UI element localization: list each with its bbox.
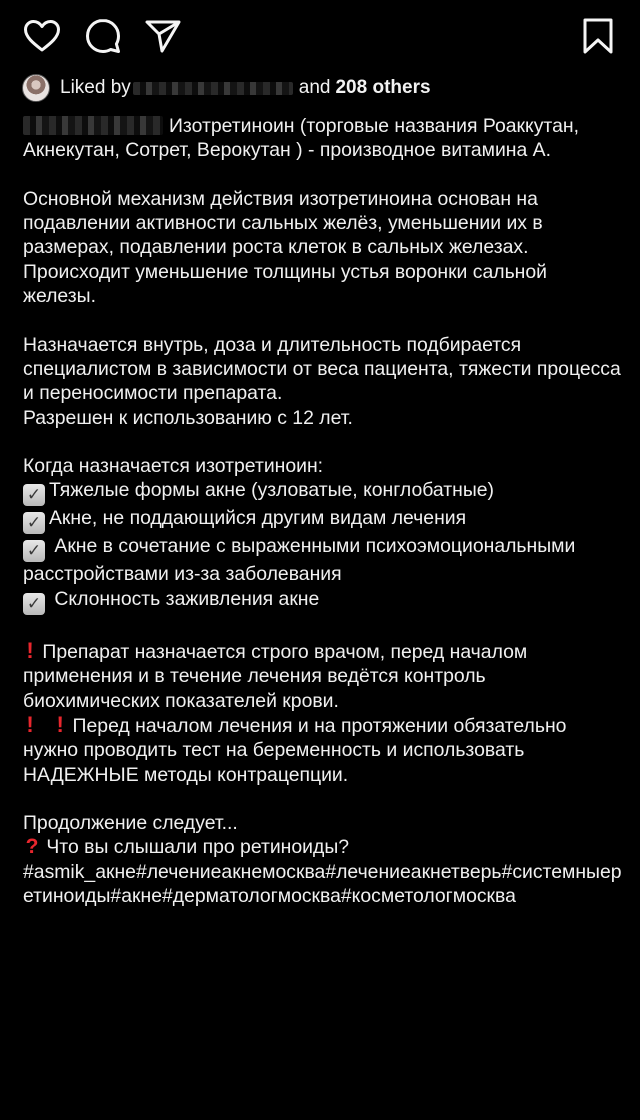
likes-middle: and <box>298 77 331 98</box>
checkmark-icon: ✓ <box>23 512 45 534</box>
caption-intro: Изотретиноин (торговые названия Роаккутан, Акнекутан, Сотрет, Верокутан ) - производное витамина А. <box>23 115 579 162</box>
caption-dosage-paragraph <box>23 333 623 430</box>
checkmark-icon: ✓ <box>23 593 45 615</box>
warning-2: ! ! Перед началом лечения и на протяжении обязательно нужно проводить тест на беременность и использовать НАДЕЖНЫЕ методы контрацепции. <box>23 711 567 786</box>
comment-icon[interactable] <box>81 14 125 58</box>
indication-item: ✓ Склонность заживления акне <box>23 587 623 615</box>
exclamation-icon: ! <box>26 638 34 664</box>
heart-icon[interactable] <box>20 14 64 58</box>
post-action-bar <box>20 14 620 58</box>
caption-continued: Продолжение следует... <box>23 812 238 835</box>
indication-item: ✓ Акне, не поддающийся другим видам лечения <box>23 506 623 534</box>
warnings-block <box>23 639 623 787</box>
caption-dosage-2: Разрешен к использованию с 12 лет. <box>23 406 353 429</box>
likes-prefix: Liked by <box>60 77 131 98</box>
share-icon[interactable] <box>141 14 185 58</box>
liker-avatar[interactable] <box>22 74 50 102</box>
likes-count-link[interactable]: 208 others <box>335 77 431 98</box>
indications-block <box>23 454 623 615</box>
caption-dosage-1: Назначается внутрь, доза и длительность подбирается специалистом в зависимости от веса пациента, тяжести процесса и переносимости препарата. <box>23 333 621 405</box>
indication-item: ✓ Акне в сочетание с выраженными психоэмоциональными расстройствами из-за заболевания <box>23 535 576 586</box>
question-mark-icon: ? <box>25 835 39 859</box>
caption-mechanism: Основной механизм действия изотретиноина основан на подавлении активности сальных желёз, уменьшении их в размерах, подавлении роста клеток в сальных железах. Происходит уменьшение толщины устья воронки сальной железы. <box>23 187 548 308</box>
closing-block <box>23 811 623 908</box>
caption-question: ? Что вы слышали про ретиноиды? <box>23 835 623 859</box>
indication-item: ✓ Тяжелые формы акне (узловатые, конглобатные) <box>23 478 623 506</box>
checkmark-icon: ✓ <box>23 540 45 562</box>
redacted-author-name[interactable] <box>23 116 163 135</box>
hashtag-links[interactable]: #asmik_акне#лечениеакнемосква#лечениеакнетверь#системныеретиноиды#акне#дерматологмосква#косметологмосква <box>23 860 622 908</box>
exclamation-icon: ! <box>56 711 64 737</box>
indications-title: Когда назначается изотретиноин: <box>23 455 324 478</box>
checkmark-icon: ✓ <box>23 484 45 506</box>
post-caption <box>23 114 623 908</box>
exclamation-icon: ! <box>26 711 34 737</box>
warning-1: ! Препарат назначается строго врачом, перед началом применения и в течение лечения ведётся контроль биохимических показателей крови. <box>23 638 528 712</box>
caption-intro-paragraph <box>23 114 623 163</box>
redacted-username[interactable] <box>133 82 293 95</box>
bookmark-icon[interactable] <box>576 14 620 58</box>
likes-summary[interactable] <box>22 72 431 104</box>
